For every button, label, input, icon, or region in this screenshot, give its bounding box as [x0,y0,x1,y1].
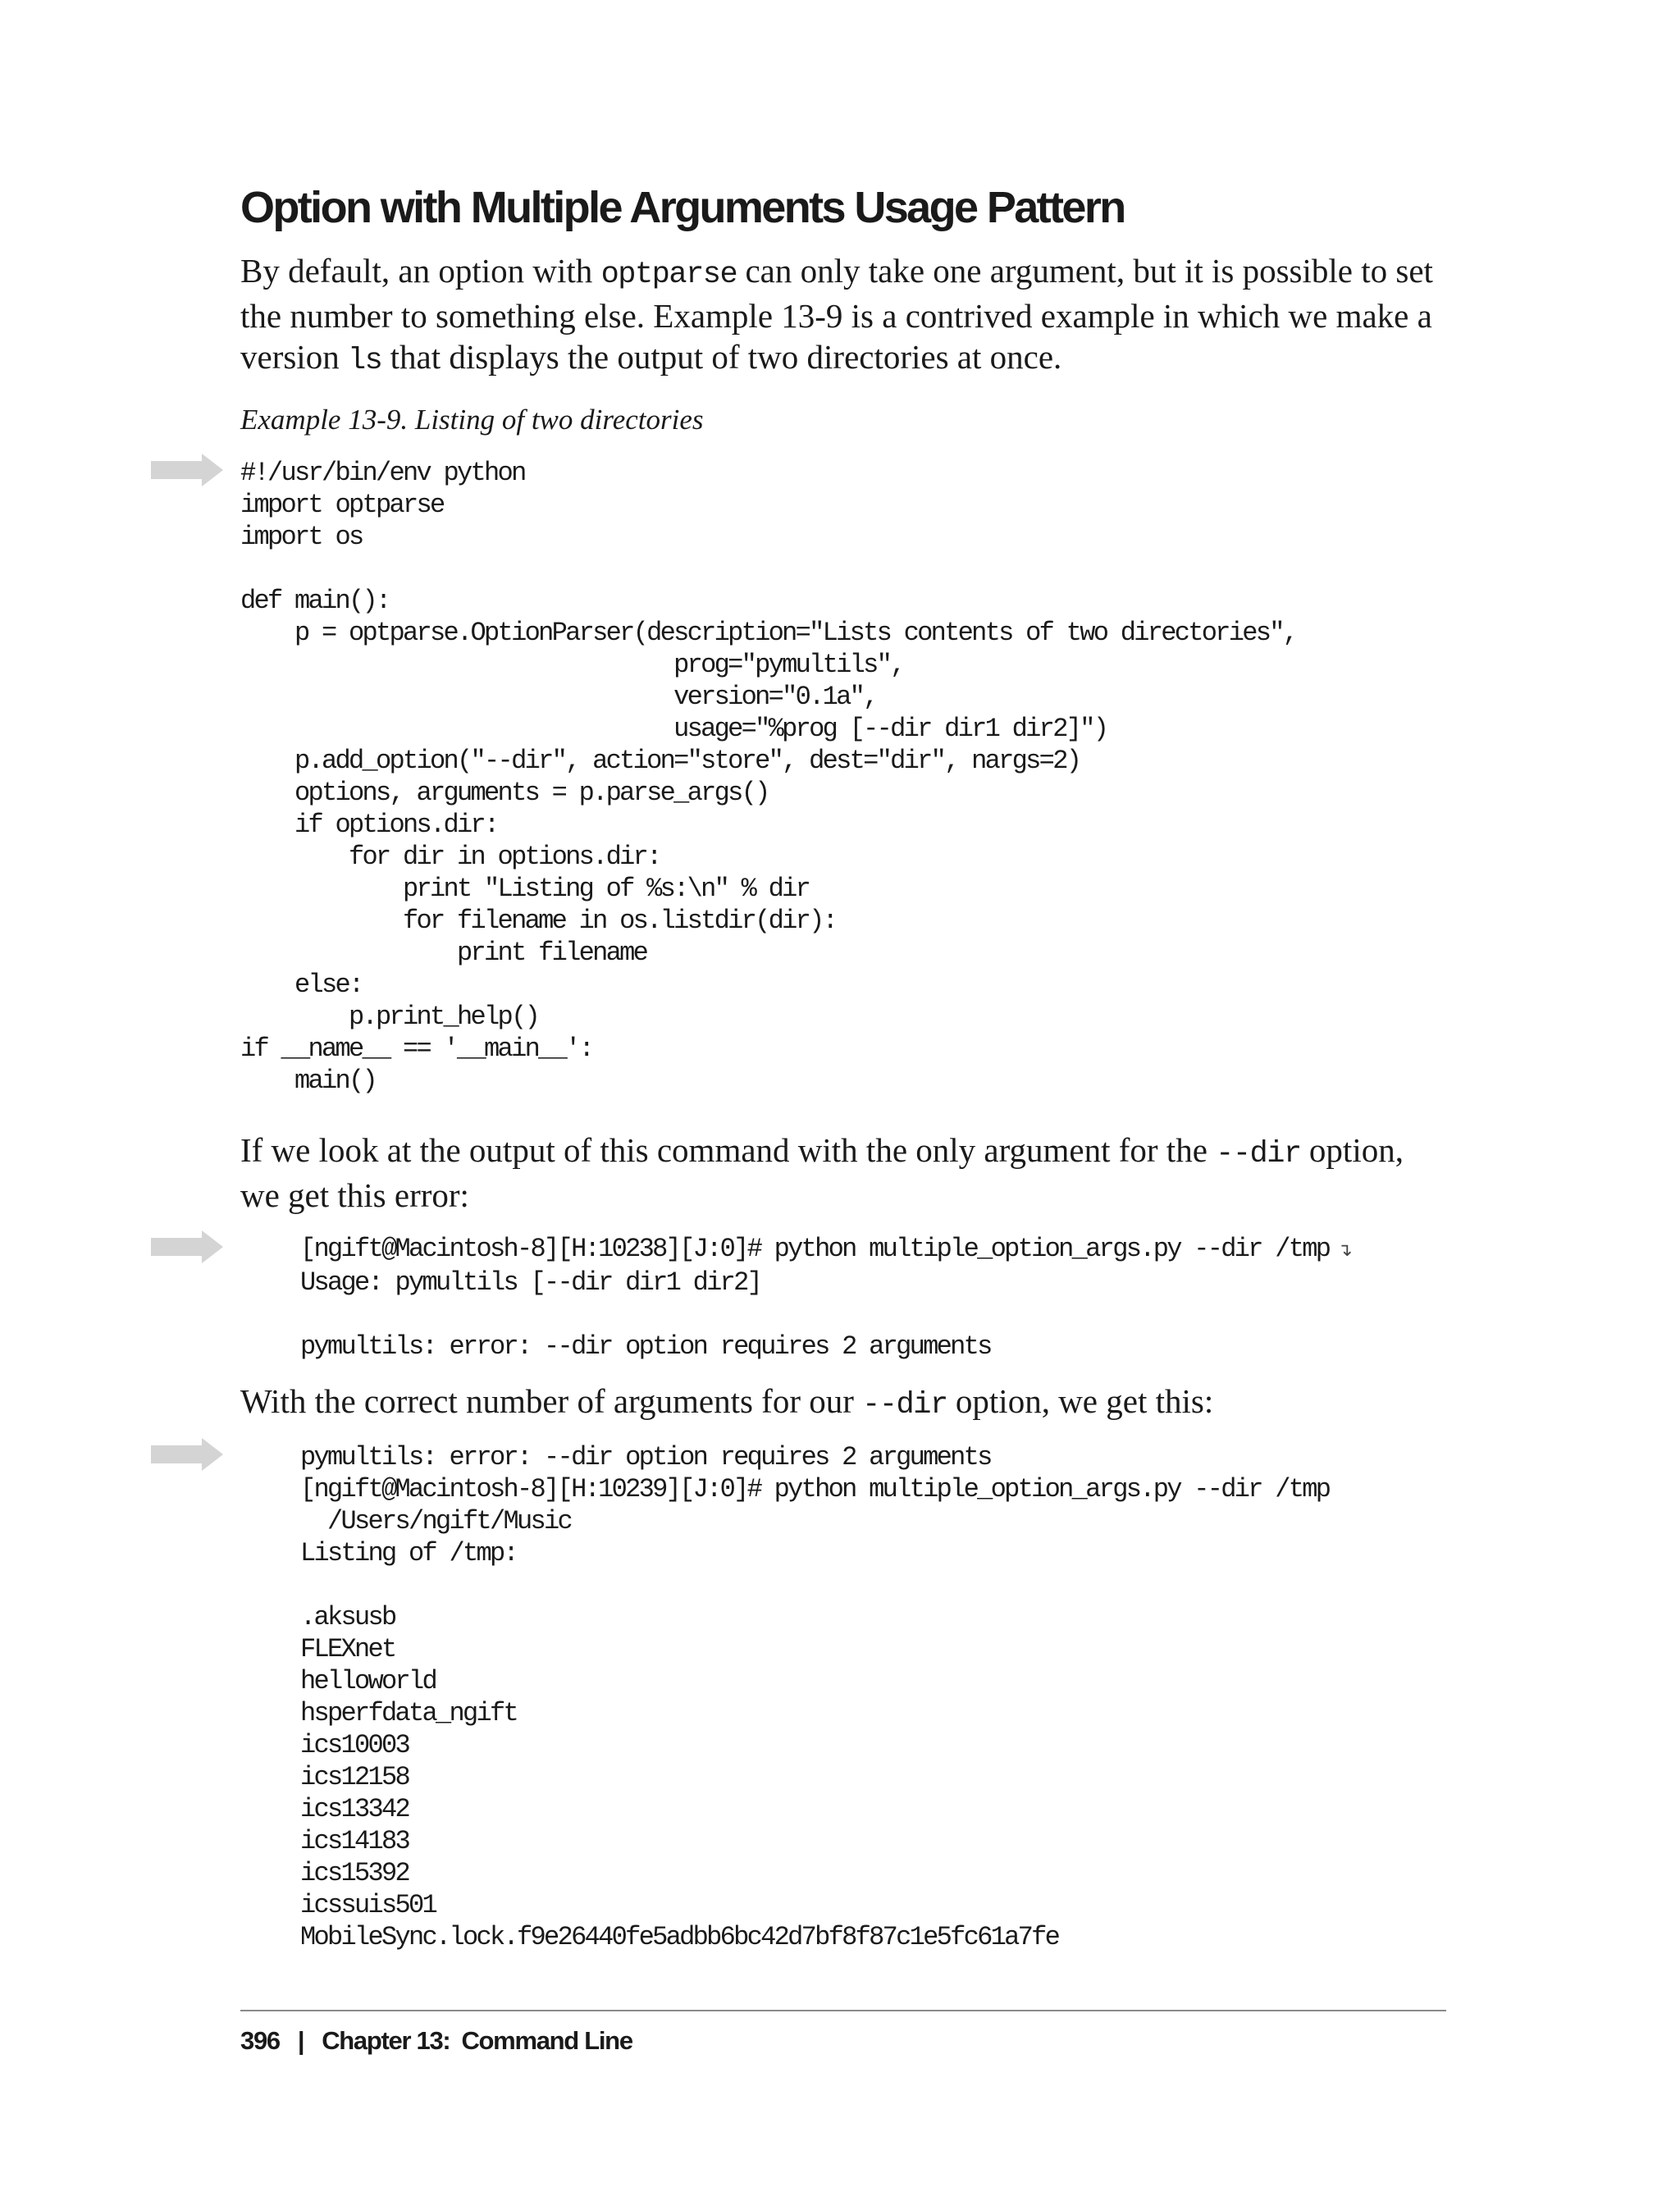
intro-text-3: that displays the output of two directories at once. [381,338,1062,376]
inline-code-optparse: optparse [600,258,737,292]
example-code-block: #!/usr/bin/env python import optparse import os def main(): p = optparse.OptionParser(description="Lists contents of two directories", prog="pymultils", version="0.1a", usage="%prog [--dir dir1 dir2]") p.add_option("--dir", action="store", dest="dir", nargs=2) options, arguments = p.parse_args() if options.dir: for dir in options.dir: print "Listing of %s:\n" % dir for filename in os.listdir(dir): print filename else: p.print_help() if __name__ == '__main__': main() [240,458,1297,1096]
inline-code-dir: --dir [862,1388,947,1422]
chapter-label: Chapter 13: [322,2026,450,2055]
footer-separator: | [297,2026,304,2055]
error-output-rest: Usage: pymultils [--dir dir1 dir2] pymultils: error: --dir option requires 2 arguments [300,1267,991,1362]
intro-text-2: can only take one argument, but it is possible to set the number to something else. Example 13-9 is a contrived example in which we make a version [240,252,1433,376]
page-footer [240,2023,632,2059]
intro-text-1: By default, an option with [240,252,601,290]
chapter-title: Command Line [461,2026,632,2055]
correct-paragraph [240,1381,1446,1426]
arrow-right-icon [151,1438,223,1471]
correct-text-1: With the correct number of arguments for our [240,1382,863,1420]
correct-output-block: pymultils: error: --dir option requires 2 arguments [ngift@Macintosh-8][H:10239][J:0]# python multiple_option_args.py --dir /tmp /Users/ngift/Music Listing of /tmp: .aksusb FLEXnet helloworld hsperfdata_ngift ics10003 ics12158 ics13342 ics14183 ics15392 icssuis501 MobileSync.lock.f9e26440fe5adbb6bc42d7bf8f87c1e5fc61a7fe [300,1442,1330,1952]
inline-code-dir: --dir [1216,1137,1301,1171]
inline-code-ls: ls [347,344,382,378]
line-continuation-icon: ↴ [1337,1240,1353,1261]
example-caption: Example 13-9. Listing of two directories [240,404,704,436]
arrow-right-icon [151,1230,223,1263]
section-heading: Option with Multiple Arguments Usage Pattern [240,183,1125,232]
correct-text-2: option, we get this: [947,1382,1214,1420]
error-paragraph [240,1130,1446,1216]
page-number: 396 [240,2026,280,2055]
error-text-1: If we look at the output of this command with the only argument for the [240,1131,1217,1169]
error-output-block [300,1233,1353,1363]
error-text-2: option, we get this error: [240,1131,1404,1214]
footer-rule [240,2010,1446,2011]
intro-paragraph [240,250,1446,381]
arrow-right-icon [151,454,223,486]
error-command-line: [ngift@Macintosh-8][H:10238][J:0]# python multiple_option_args.py --dir /tmp [300,1234,1330,1264]
